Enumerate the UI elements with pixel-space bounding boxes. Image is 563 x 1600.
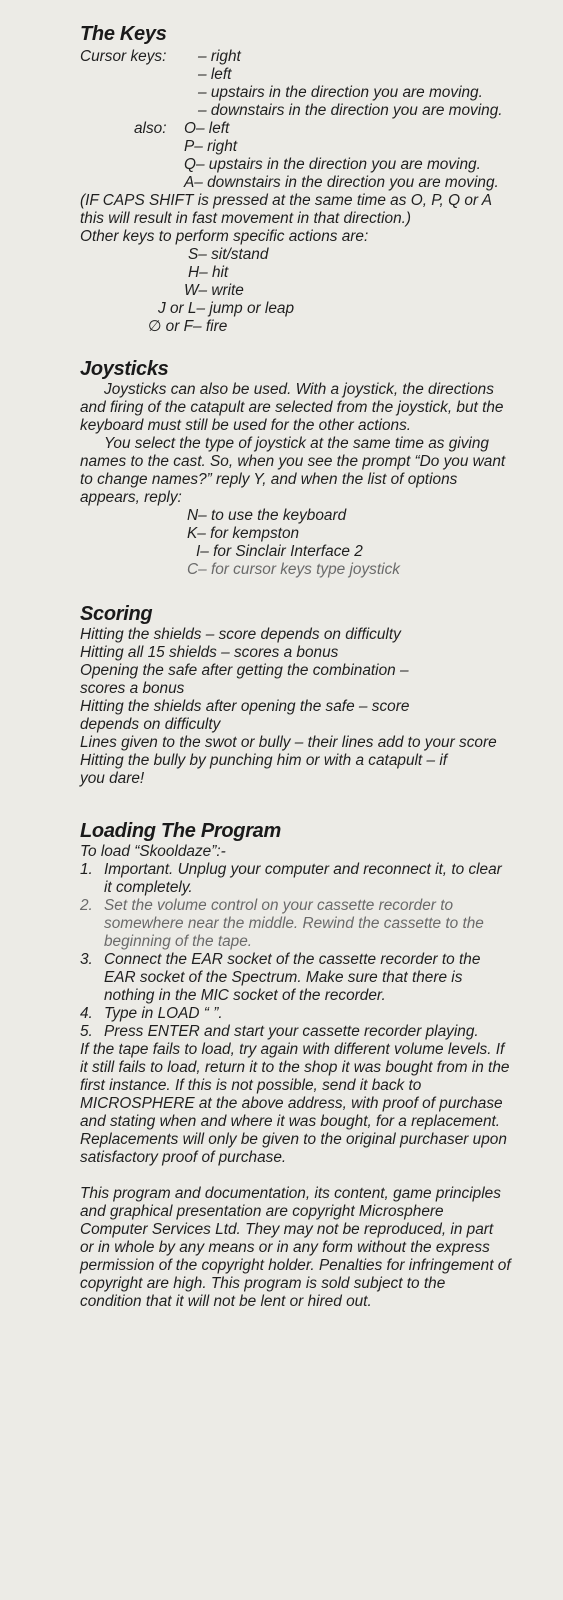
joystick-option-interface2: I– for Sinclair Interface 2	[196, 543, 363, 560]
loading-steps	[80, 861, 511, 1041]
caps-shift-note: (IF CAPS SHIFT is pressed at the same time as O, P, Q or A this will result in fast movement in that direction.)	[80, 192, 492, 227]
step-text: Connect the EAR socket of the cassette recorder to the EAR socket of the Spectrum. Make sure that there is nothing in the MIC socket of the recorder.	[104, 951, 481, 1004]
scoring-line: Hitting the bully by punching him or with a catapult – if you dare!	[80, 752, 448, 787]
scoring-line: Lines given to the swot or bully – their lines add to your score	[80, 734, 497, 751]
key-write: W– write	[184, 282, 244, 299]
cursor-keys-label: Cursor keys:	[80, 48, 167, 65]
also-a: A– downstairs in the direction you are moving.	[184, 174, 499, 191]
joystick-option-cursor: C– for cursor keys type joystick	[187, 561, 400, 578]
cursor-up-row	[80, 84, 511, 102]
joy-opt-c-row	[80, 561, 511, 579]
cursor-down-row	[80, 102, 511, 120]
cursor-left: – left	[198, 66, 232, 83]
key-jump-leap: J or L– jump or leap	[158, 300, 295, 317]
spacer	[80, 1167, 511, 1185]
key-fire: ∅ or F– fire	[148, 318, 228, 335]
joy-opt-i-row	[80, 543, 511, 561]
joy-opt-n-row	[80, 507, 511, 525]
loading-step	[80, 897, 511, 951]
also-q-row	[80, 156, 511, 174]
joysticks-para-2: You select the type of joystick at the same time as giving names to the cast. So, when you see the prompt “Do you want to change names?” reply Y, and when the list of options appears, reply:	[80, 435, 506, 506]
other-s-row	[80, 246, 511, 264]
tape-fail-note: If the tape fails to load, try again with different volume levels. If it still fails to load, return it to the shop it was bought from in the first instance. If this is not possible, send it back to MICROSPHERE at the above address, with proof of purchase and stating when and where it was bought, for a replacement. Replacements will only be given to the original purchaser upon satisfactory proof of purchase.	[80, 1041, 510, 1166]
other-h-row	[80, 264, 511, 282]
joysticks-heading: Joysticks	[80, 358, 169, 380]
loading-step	[80, 861, 511, 897]
joy-opt-k-row	[80, 525, 511, 543]
joystick-option-kempston: K– for kempston	[187, 525, 300, 542]
key-sit-stand: S– sit/stand	[188, 246, 269, 263]
loading-step	[80, 1005, 511, 1023]
step-number: 3.	[80, 951, 93, 968]
scoring-line: Hitting the shields – score depends on difficulty	[80, 626, 401, 643]
scoring-heading: Scoring	[80, 603, 153, 625]
cursor-left-row	[80, 66, 511, 84]
loading-section	[80, 819, 511, 1311]
loading-heading: Loading The Program	[80, 820, 281, 842]
loading-intro: To load “Skooldaze”:-	[80, 843, 226, 860]
also-p: P– right	[184, 138, 238, 155]
step-number: 4.	[80, 1005, 93, 1022]
loading-step	[80, 951, 511, 1005]
other-keys-intro: Other keys to perform specific actions are:	[80, 228, 369, 245]
other-w-row	[80, 282, 511, 300]
other-f-row	[80, 318, 511, 336]
also-o: O– left	[184, 120, 230, 137]
also-label: also:	[134, 120, 167, 137]
keys-heading: The Keys	[80, 23, 167, 45]
loading-step	[80, 1023, 511, 1041]
cursor-up: – upstairs in the direction you are moving.	[198, 84, 483, 101]
joystick-option-keyboard: N– to use the keyboard	[187, 507, 347, 524]
joysticks-para-1: Joysticks can also be used. With a joystick, the directions and firing of the catapult are selected from the joystick, but the keyboard must still be used for the other actions.	[80, 381, 504, 434]
scoring-line: Hitting the shields after opening the safe – score depends on difficulty	[80, 698, 410, 733]
other-j-row	[80, 300, 511, 318]
cursor-right-row	[80, 48, 511, 66]
scoring-section	[80, 602, 511, 788]
also-p-row	[80, 138, 511, 156]
also-o-row	[80, 120, 511, 138]
step-number: 5.	[80, 1023, 93, 1040]
keys-section	[80, 22, 511, 336]
step-text: Important. Unplug your computer and reconnect it, to clear it completely.	[104, 861, 502, 896]
also-q: Q– upstairs in the direction you are moving.	[184, 156, 481, 173]
copyright-notice: This program and documentation, its content, game principles and graphical presentation are copyright Microsphere Computer Services Ltd. They may not be reproduced, in part or in whole by any means or in any form without the express permission of the copyright holder. Penalties for infringement of copyright are high. This program is sold subject to the condition that it will not be lent or hired out.	[80, 1185, 511, 1310]
step-number: 2.	[80, 897, 93, 914]
cursor-down: – downstairs in the direction you are moving.	[198, 102, 503, 119]
cursor-right: – right	[198, 48, 241, 65]
step-text: Press ENTER and start your cassette recorder playing.	[104, 1023, 479, 1040]
key-hit: H– hit	[188, 264, 229, 281]
step-text: Set the volume control on your cassette recorder to somewhere near the middle. Rewind the cassette to the beginning of the tape.	[104, 897, 484, 950]
scoring-line: Hitting all 15 shields – scores a bonus	[80, 644, 339, 661]
joysticks-section	[80, 357, 511, 579]
also-a-row	[80, 174, 511, 192]
step-number: 1.	[80, 861, 93, 878]
step-text: Type in LOAD “ ”.	[104, 1005, 223, 1022]
scoring-line: Opening the safe after getting the combination – scores a bonus	[80, 662, 409, 697]
